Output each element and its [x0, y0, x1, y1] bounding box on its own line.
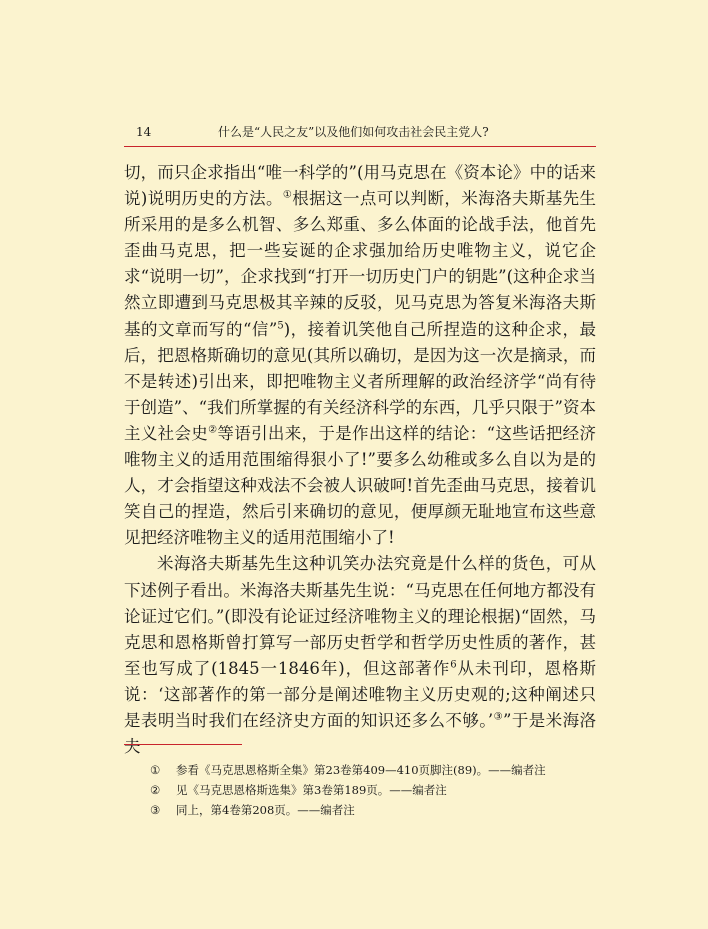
body-text: [124, 160, 596, 760]
running-title: 什么是“人民之友”以及他们如何攻击社会民主党人?: [218, 125, 489, 139]
note-ref-1: ①: [282, 189, 293, 201]
footnote-3: [150, 800, 590, 820]
paragraph-2-text-1: 米海洛夫斯基先生这种讥笑办法究竟是什么样的货色，可从下述例子看出。米海洛夫斯基先生说：“马克思在任何地方都没有论证过它们。”(即没有论证过经济唯物主义的理论根据)“固然，马克思和恩格斯曾打算写一部历史哲学和哲学历史性质的著作，甚至也写成了(1845一1846年)，但这部著作: [124, 554, 596, 678]
note-ref-5: 5: [277, 320, 284, 332]
footnote-mark: ①: [150, 763, 161, 777]
page-number: 14: [136, 125, 152, 139]
header-divider: [124, 146, 596, 147]
paragraph-1-text-4: 等语引出来，于是作出这样的结论：“这些话把经济唯物主义的适用范围缩得狠小了!”要多么幼稚或多么自以为是的人，才会指望这种戏法不会被人识破呵!首先歪曲马克思，接着讥笑自己的捏造，然后引来确切的意见，便厚颜无耻地宣布这些意见把经济唯物主义的适用范围缩小了!: [124, 423, 597, 548]
footnote-divider: [124, 744, 242, 745]
note-ref-6: 6: [450, 659, 457, 671]
paragraph-2-text-3: ”于是米海洛夫: [124, 710, 597, 757]
paragraph-1: [124, 160, 596, 551]
page-header: [124, 122, 596, 146]
paragraph-2-text-2: 从未刊印，恩格斯说：‘这部著作的第一部分是阐述唯物主义历史观的;这种阐述只是表明当时我们在经济史方面的知识还多么不够。’: [124, 658, 596, 730]
footnote-mark: ②: [150, 783, 161, 797]
footnote-1: [150, 760, 590, 780]
paragraph-1-text-2: 根据这一点可以判断，米海洛夫斯基先生所采用的是多么机智、多么郑重、多么体面的论战手法，他首先歪曲马克思，把一些妄诞的企求强加给历史唯物主义，说它企求“说明一切”，企求找到“打开一切历史门户的钥匙”(这种企求当然立即遭到马克思极其辛辣的反驳，见马克思为答复米海洛夫斯基的文章而写的“信”: [124, 189, 597, 339]
note-ref-3: ③: [493, 711, 503, 723]
paragraph-2: [124, 551, 596, 760]
paragraph-1-text-3: )，接着讥笑他自己所捏造的这种企求，最后，把恩格斯确切的意见(其所以确切，是因为这一次是摘录，而不是转述)引出来，即把唯物主义者所理解的政治经济学“尚有待于创造”、“我们所掌握的有关经济科学的东西，几乎只限于”资本主义社会史: [124, 319, 596, 443]
footnote-text: 同上，第4卷第208页。——编者注: [176, 803, 355, 817]
footnote-2: [150, 780, 590, 800]
paragraph-1-text-1: 切，而只企求指出“唯一科学的”(用马克思在《资本论》中的话来说)说明历史的方法。: [124, 163, 596, 209]
note-ref-2: ②: [208, 424, 218, 436]
footnotes: [150, 760, 590, 820]
footnote-text: 见《马克思恩格斯选集》第3卷第189页。——编者注: [176, 783, 447, 797]
footnote-mark: ③: [150, 803, 161, 817]
footnote-text: 参看《马克思恩格斯全集》第23卷第409—410页脚注(89)。——编者注: [176, 763, 546, 777]
